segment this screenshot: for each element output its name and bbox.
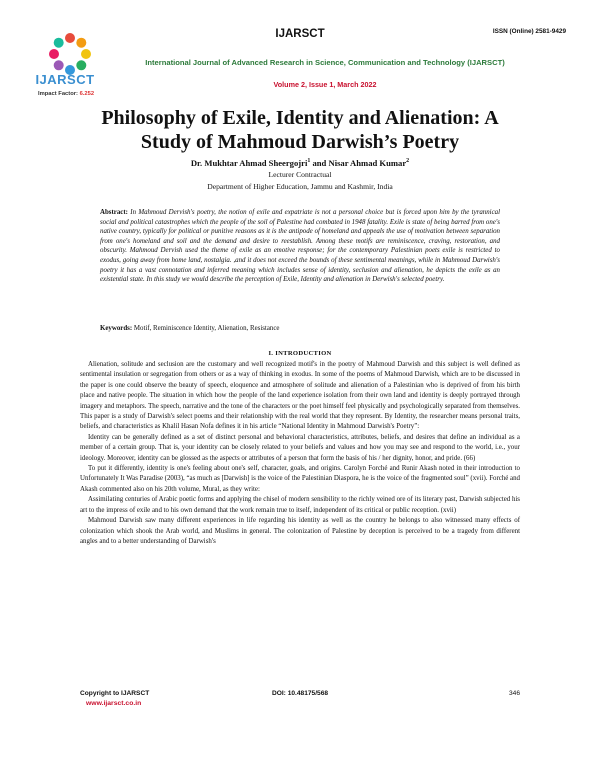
journal-full-name: International Journal of Advanced Research in Science, Communication and Technology (IJARSCT) bbox=[145, 58, 505, 67]
impact-factor-label: Impact Factor: bbox=[38, 91, 78, 97]
author-line bbox=[80, 158, 520, 168]
logo-dot bbox=[65, 33, 75, 43]
journal-short-name: IJARSCT bbox=[275, 28, 325, 40]
author-department: Department of Higher Education, Jammu and Kashmir, India bbox=[207, 182, 393, 191]
author-role: Lecturer Contractual bbox=[268, 170, 332, 179]
author-join: and bbox=[310, 158, 329, 168]
logo-dots bbox=[49, 33, 91, 75]
issn-label: ISSN (Online) 2581-9429 bbox=[492, 28, 566, 35]
journal-logo bbox=[30, 30, 110, 100]
body-text bbox=[80, 360, 520, 547]
logo-dot bbox=[49, 49, 59, 59]
abstract bbox=[100, 208, 500, 285]
logo-wordmark: IJARSCT bbox=[35, 72, 95, 87]
keywords-text: Motif, Reminiscence Identity, Alienation, Resistance bbox=[133, 325, 280, 332]
footer-copyright: Copyright to IJARSCT bbox=[80, 690, 150, 697]
footer-doi: DOI: 10.48175/568 bbox=[271, 690, 329, 697]
logo-dot bbox=[54, 60, 64, 70]
author-1: Dr. Mukhtar Ahmad Sheergojri bbox=[190, 158, 308, 168]
footer-url-link[interactable]: www.ijarsct.co.in bbox=[86, 700, 142, 707]
abstract-text: In Mahmoud Dervish's poetry, the notion of exile and expatriate is not a personal choice but is forced upon him by the tyrannical social and political catastrophes which the people of the soil of Palestine had combated in 1948 fatality. Exile is state of being barred from one's native country, typically for political or punitive reasons as it is the antipode of homeland and appeals the use of motivation between separation from one's homeland and soil and the demand and desire to reestablish. Among these motifs are reminiscence, craving, restoration, and obscurity. Mahmoud Dervish used the theme of exile as an emotive response; for the contemporary Palestinian poets exile is restricted to exodus, going away from home land, nostalgia. ,and it does not exceed the bounds of these sentimental meanings, while in Mahmoud Darwish's poetry it has a vast connotation and inferred meaning which includes sense of identity, seclusion and alienation, he depicts the exile as an existential state. In this study we would describe the perception of Exile, Identity and alienation in Derwish's selected poetry. bbox=[100, 209, 500, 284]
author-1-affiliation: 1 bbox=[307, 158, 311, 165]
body-paragraph: Assimilating centuries of Arabic poetic forms and applying the chisel of modern sensibility to the richly veined ore of its literary past, Darwish subjected his art to the impress of exile and to his own demand that the work remain true to itself, independent of its critical or public reception. (xvii) bbox=[80, 496, 520, 514]
logo-dot bbox=[81, 49, 91, 59]
body-paragraph: Alienation, solitude and seclusion are the customary and well recognized motif's in the poetry of Mahmoud Darwish and this subject is well defined as sentimental insulation or segregation from others or as a way of thinking in exodus. In some of the poems of Mahmoud Darwish, which are to be discussed in the paper is one could observe the beauty of speech, eloquence and atmosphere of solitude and alienation of a Palestinian who is deprived of from his birth place and native people. The situation in which how the people of the land experience isolation from their own land and identity is deeply portrayed through imagery and metaphors. The speech, narrative and the tone of the characters or the poet himself feel physically and psychologically separated from themselves. This paper is a study of Darwish's select poems and their relationship with the real world that they represent. By Identity, the researcher means personal traits, beliefs, and characteristics as Khalil Hasan Nofa defines it in his article “National Identity in Mahmoud Darwish's Poetry”: bbox=[80, 361, 520, 431]
body-paragraph: To put it differently, identity is one's feeling about one's self, character, goals, and origins. Carolyn Forché and Runir Akash noted in their introduction to Unfortunately It Was Paradise (2003), “as much as [Darwish] is the voice of the Palestinian Diaspora, he is the voice of the fragmented soul” (xvii). Forché and Akash commented also on his 20th volume, Mural, as they write: bbox=[80, 465, 520, 493]
article-title: Philosophy of Exile, Identity and Alienation: A Study of Mahmoud Darwish’s Poetry bbox=[101, 107, 499, 153]
logo-dot bbox=[76, 38, 86, 48]
logo-dot bbox=[76, 60, 86, 70]
logo-dot bbox=[54, 38, 64, 48]
body-paragraph: Identity can be generally defined as a set of distinct personal and behavioral characteristics, attributes, beliefs, and desires that define an individual as a member of a certain group. That is, your identity can be closely related to your beliefs and values and how you may see and respond to the world, i.e., your ideology. Moreover, identity can be glossed as the aspects or attributes of a person that form the basis of his / her dignity, honor, and pride. (66) bbox=[80, 433, 520, 462]
page-number: 346 bbox=[508, 690, 520, 697]
body-paragraph: Mahmoud Darwish saw many different experiences in life regarding his identity as well as the country he belongs to also witnessed many effects of colonization which shook the Arab world, and Muslims in general. The colonization of Palestine by deception is perceived to be a tragedy from different angles and to a better understanding of Darwish's bbox=[80, 517, 520, 545]
author-2-affiliation: 2 bbox=[406, 158, 410, 165]
keywords-label: Keywords: bbox=[100, 325, 133, 332]
impact-factor bbox=[38, 91, 94, 97]
logo-center bbox=[64, 48, 76, 60]
keywords bbox=[100, 325, 500, 332]
impact-factor-value: 6.252 bbox=[79, 91, 95, 97]
section-heading: I. INTRODUCTION bbox=[268, 350, 332, 357]
abstract-label: Abstract: bbox=[100, 209, 128, 216]
volume-issue: Volume 2, Issue 1, March 2022 bbox=[273, 80, 377, 89]
author-2: Nisar Ahmad Kumar bbox=[328, 158, 407, 168]
